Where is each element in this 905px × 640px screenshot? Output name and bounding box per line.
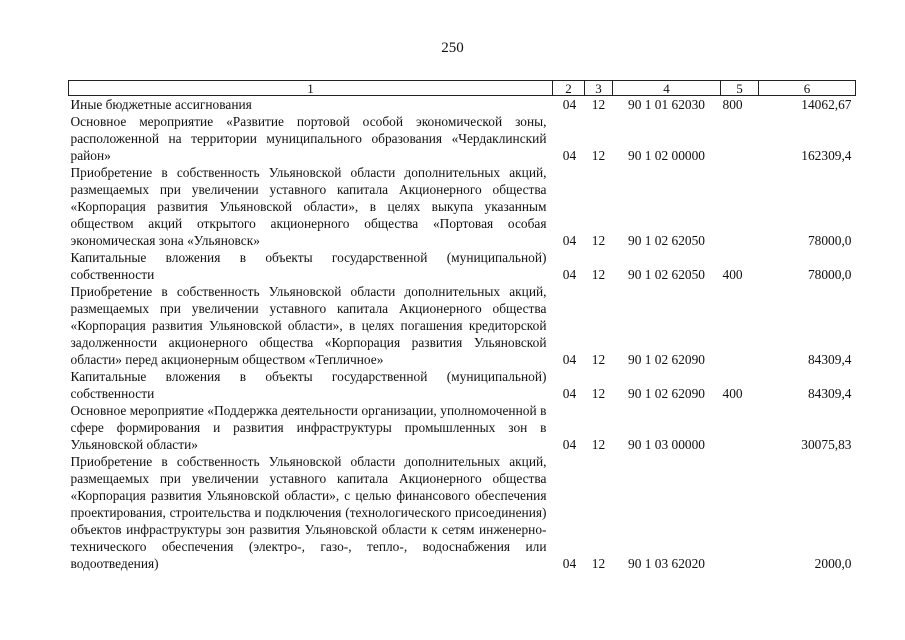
table-header xyxy=(69,81,856,96)
header-col-4: 4 xyxy=(613,81,721,96)
table-row xyxy=(69,368,856,402)
row-amount: 30075,83 xyxy=(801,437,852,452)
header-col-2: 2 xyxy=(553,81,585,96)
row-subsection-code: 12 xyxy=(591,267,606,282)
row-section-code: 04 xyxy=(562,556,577,571)
row-expense-type xyxy=(721,402,759,453)
row-target-article: 90 1 02 62050 xyxy=(628,233,705,248)
row-name: Приобретение в собственность Ульяновской области дополнительных акций, размещаемых при увеличении уставного капитала Акционерного общества «Корпорация развития Ульяновской области», в целях выкупа указанным обществом акций открытого акционерного общества «Портовая особая экономическая зона «Ульяновск» xyxy=(70,165,547,248)
header-col-3: 3 xyxy=(585,81,613,96)
budget-table xyxy=(68,80,856,572)
row-target-article: 90 1 03 62020 xyxy=(628,556,705,571)
row-subsection-code: 12 xyxy=(591,556,606,571)
header-col-6: 6 xyxy=(759,81,856,96)
row-target-article: 90 1 02 00000 xyxy=(628,148,705,163)
row-expense-type xyxy=(721,453,759,572)
row-amount: 14062,67 xyxy=(801,97,852,112)
row-target-article: 90 1 02 62090 xyxy=(628,386,705,401)
row-section-code: 04 xyxy=(562,148,577,163)
row-section-code: 04 xyxy=(562,233,577,248)
row-name: Приобретение в собственность Ульяновской области дополнительных акций, размещаемых при увеличении уставного капитала Акционерного общества «Корпорация развития Ульяновской области», с целью финансового обеспечения проектирования, строительства и подключения (технологического присоединения) объектов инфраструктуры зон развития Ульяновской области к сетям инженерно-технического обеспечения (электро-, газо-, тепло-, водоснабжения или водоотведения) xyxy=(70,454,547,571)
row-expense-type: 400 xyxy=(722,386,743,401)
page-number: 250 xyxy=(441,40,464,56)
row-name: Приобретение в собственность Ульяновской области дополнительных акций, размещаемых при увеличении уставного капитала Акционерного общества «Корпорация развития Ульяновской области», в целях погашения кредиторской задолженности акционерного общества «Корпорация развития Ульяновской области» перед акционерным обществом «Тепличное» xyxy=(70,284,547,367)
row-target-article: 90 1 03 00000 xyxy=(628,437,705,452)
row-subsection-code: 12 xyxy=(591,352,606,367)
row-expense-type xyxy=(721,283,759,368)
table-row xyxy=(69,113,856,164)
row-section-code: 04 xyxy=(562,352,577,367)
row-expense-type xyxy=(721,164,759,249)
row-subsection-code: 12 xyxy=(591,233,606,248)
row-target-article: 90 1 02 62090 xyxy=(628,352,705,367)
table-row xyxy=(69,249,856,283)
row-name: Иные бюджетные ассигнования xyxy=(70,97,252,112)
table-row xyxy=(69,402,856,453)
row-expense-type xyxy=(721,113,759,164)
row-amount: 162309,4 xyxy=(801,148,852,163)
row-name: Капитальные вложения в объекты государственной (муниципальной) собственности xyxy=(70,369,547,401)
header-row xyxy=(69,81,856,96)
table-body xyxy=(69,96,856,573)
table-row xyxy=(69,283,856,368)
table-row xyxy=(69,164,856,249)
row-section-code: 04 xyxy=(562,267,577,282)
table-row xyxy=(69,96,856,114)
row-expense-type: 400 xyxy=(722,267,743,282)
row-section-code: 04 xyxy=(562,386,577,401)
table-row xyxy=(69,453,856,572)
row-subsection-code: 12 xyxy=(591,437,606,452)
row-amount: 84309,4 xyxy=(807,386,852,401)
row-subsection-code: 12 xyxy=(591,148,606,163)
row-name: Основное мероприятие «Развитие портовой особой экономической зоны, расположенной на территории муниципального образования «Чердаклинский район» xyxy=(70,114,547,163)
row-subsection-code: 12 xyxy=(591,386,606,401)
row-section-code: 04 xyxy=(562,97,577,112)
row-amount: 78000,0 xyxy=(807,233,852,248)
row-name: Основное мероприятие «Поддержка деятельности организации, уполномоченной в сфере формирования и развития инфраструктуры промышленных зон в Ульяновской области» xyxy=(70,403,547,452)
row-amount: 2000,0 xyxy=(814,556,852,571)
header-col-5: 5 xyxy=(721,81,759,96)
row-target-article: 90 1 01 62030 xyxy=(628,97,705,112)
row-expense-type: 800 xyxy=(722,97,743,112)
row-amount: 78000,0 xyxy=(807,267,852,282)
row-amount: 84309,4 xyxy=(807,352,852,367)
row-name: Капитальные вложения в объекты государственной (муниципальной) собственности xyxy=(70,250,547,282)
row-target-article: 90 1 02 62050 xyxy=(628,267,705,282)
row-subsection-code: 12 xyxy=(591,97,606,112)
header-col-1: 1 xyxy=(69,81,553,96)
row-section-code: 04 xyxy=(562,437,577,452)
